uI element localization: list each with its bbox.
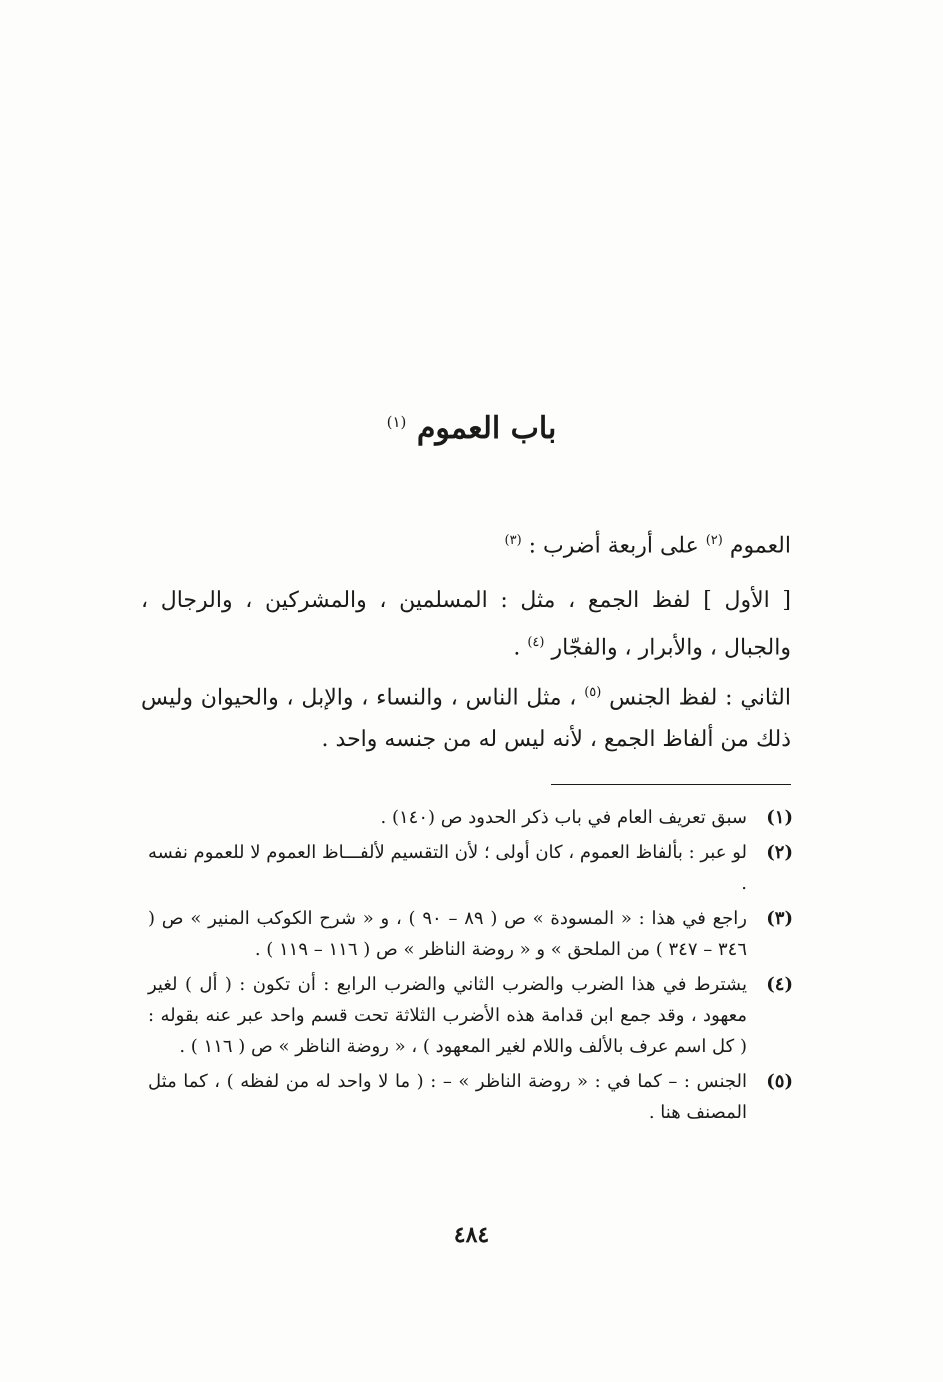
chapter-title-footnote-ref: (١) xyxy=(386,413,407,431)
intro-text: العموم xyxy=(729,533,791,559)
paragraph-first-footnote-ref: (٤) xyxy=(527,635,545,650)
paragraph-second-rest: ، مثل الناس ، والنساء ، والإبل ، والحيوان وليس ذلك من ألفاظ الجمع ، لأنه ليس له من جنسه واحد . xyxy=(141,685,791,753)
paragraph-first-end: . xyxy=(513,635,521,661)
footnote-item xyxy=(148,1066,793,1128)
footnote-text: الجنس : – كما في : « روضة الناظر » – : ( ما لا واحد له من لفظه ) ، كما مثل المصنف هنا . xyxy=(148,1071,747,1123)
footnote-number: (٥) xyxy=(766,1071,793,1092)
footnote-divider xyxy=(551,784,791,785)
footnote-number: (٢) xyxy=(766,842,793,863)
footnote-text: لو عبر : بألفاظ العموم ، كان أولى ؛ لأن التقسيم لألفـــاظ العموم لا للعموم نفسه . xyxy=(148,842,747,894)
paragraph-second xyxy=(141,672,791,761)
paragraph-first xyxy=(141,580,791,669)
chapter-title-text: باب العموم xyxy=(416,411,557,446)
intro-rest: على أربعة أضرب : xyxy=(528,533,699,559)
paragraph-first-text: [ الأول ] لفظ الجمع ، مثل : المسلمين ، والمشركين ، والرجال ، والجبال ، والأبرار ، والفجّار xyxy=(141,588,791,661)
footnote-number: (٣) xyxy=(766,908,793,929)
footnote-item xyxy=(148,837,793,899)
footnote-item xyxy=(148,969,793,1062)
intro-line xyxy=(141,520,791,567)
paragraph-second-text: الثاني : لفظ الجنس xyxy=(609,685,791,711)
intro-footnote-ref: (٢) xyxy=(705,533,723,548)
paragraph-second-footnote-ref: (٥) xyxy=(584,685,602,700)
intro-footnote-ref-2: (٣) xyxy=(504,533,522,548)
footnote-text: سبق تعريف العام في باب ذكر الحدود ص (١٤٠) . xyxy=(380,807,747,828)
footnote-number: (١) xyxy=(766,807,793,828)
footnotes xyxy=(148,802,793,1128)
page-number: ٤٨٤ xyxy=(453,1222,490,1248)
footnote-number: (٤) xyxy=(766,974,793,995)
footnote-item xyxy=(148,903,793,965)
footnote-text: يشترط في هذا الضرب والضرب الثاني والضرب الرابع : أن تكون : ( أل ) لغير معهود ، وقد جمع ابن قدامة هذه الأضرب الثلاثة تحت قسم واحد عبر عنه بقوله : ( كل اسم عرف بالألف واللام لغير المعهود ) ، « روضة الناظر » ص ( ١١٦ ) . xyxy=(148,974,747,1057)
footnote-item xyxy=(148,802,793,833)
footnote-text: راجع في هذا : « المسودة » ص ( ٨٩ – ٩٠ ) ، و « شرح الكوكب المنير » ص ( ٣٤٦ – ٣٤٧ ) من الملحق » و « روضة الناظر » ص ( ١١٦ – ١١٩ ) . xyxy=(148,908,748,960)
chapter-title xyxy=(0,400,943,451)
